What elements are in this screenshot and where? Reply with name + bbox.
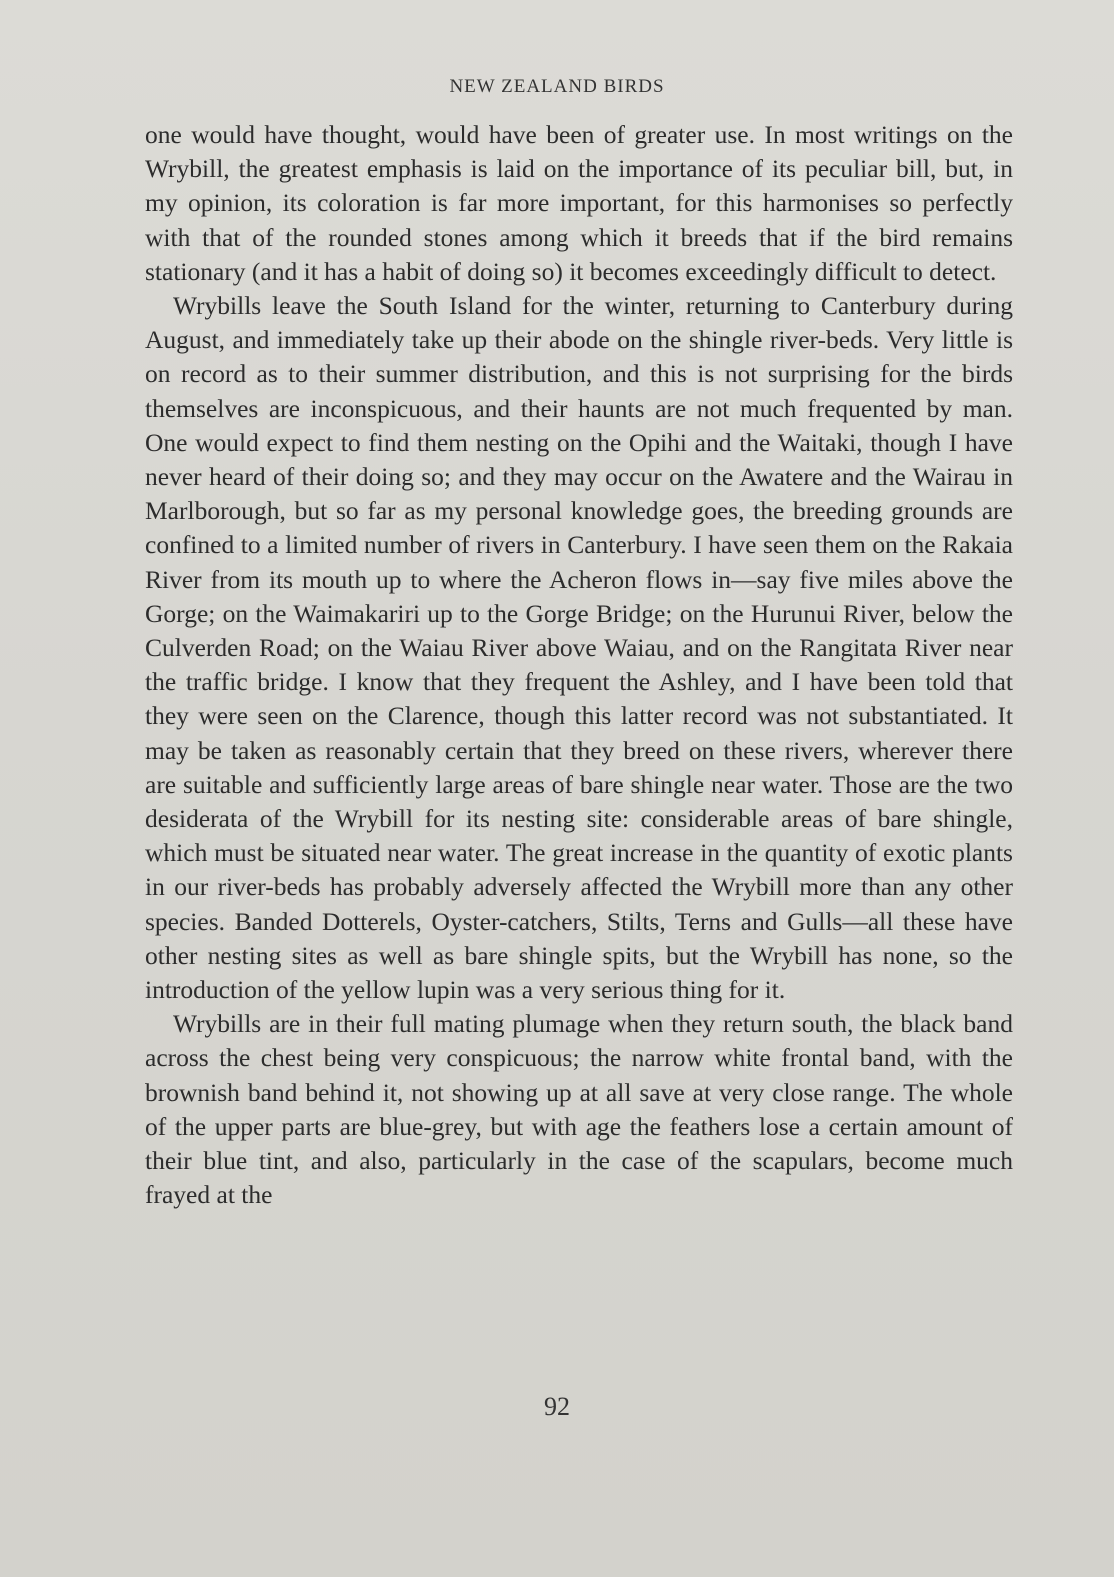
running-header: NEW ZEALAND BIRDS xyxy=(449,76,665,97)
paragraph-3: Wrybills are in their full mating plumage when they return south, the black band across the chest being very conspicuous; the narrow white frontal band, with the brownish band behind it, not showing up at all save at very close range. The whole of the upper parts are blue-grey, but with age the feathers lose a certain amount of their blue tint, and also, particularly in the case of the scapulars, become much frayed at the xyxy=(145,1009,1013,1210)
page-number: 92 xyxy=(544,1392,570,1421)
body-text xyxy=(145,118,1013,1213)
paragraph-1: one would have thought, would have been of greater use. In most writings on the Wrybill, the greatest emphasis is laid on the importance of its peculiar bill, but, in my opinion, its coloration is far more important, for this harmonises so perfectly with that of the rounded stones among which it breeds that if the bird remains stationary (and it has a habit of doing so) it becomes exceedingly difficult to detect. xyxy=(145,120,1013,286)
paragraph-2: Wrybills leave the South Island for the winter, returning to Canterbury during August, and immediately take up their abode on the shingle river-beds. Very little is on record as to their summer distribution, and this is not surprising for the birds themselves are inconspicuous, and their haunts are not much frequented by man. One would expect to find them nesting on the Opihi and the Waitaki, though I have never heard of their doing so; and they may occur on the Awatere and the Wairau in Marlborough, but so far as my personal knowledge goes, the breeding grounds are confined to a limited number of rivers in Canterbury. I have seen them on the Rakaia River from its mouth up to where the Acheron flows in—say five miles above the Gorge; on the Waimakariri up to the Gorge Bridge; on the Hurunui River, below the Culverden Road; on the Waiau River above Waiau, and on the Rangitata River near the traffic bridge. I know that they frequent the Ashley, and I have been told that they were seen on the Clarence, though this latter record was not substantiated. It may be taken as reasonably certain that they breed on these rivers, wherever there are suitable and sufficiently large areas of bare shingle near water. Those are the two desiderata of the Wrybill for its nesting site: considerable areas of bare shingle, which must be situated near water. The great increase in the quantity of exotic plants in our river-beds has probably adversely affected the Wrybill more than any other species. Banded Dotterels, Oyster-catchers, Stilts, Terns and Gulls—all these have other nesting sites as well as bare shingle spits, but the Wrybill has none, so the introduction of the yellow lupin was a very serious thing for it. xyxy=(145,291,1013,1005)
